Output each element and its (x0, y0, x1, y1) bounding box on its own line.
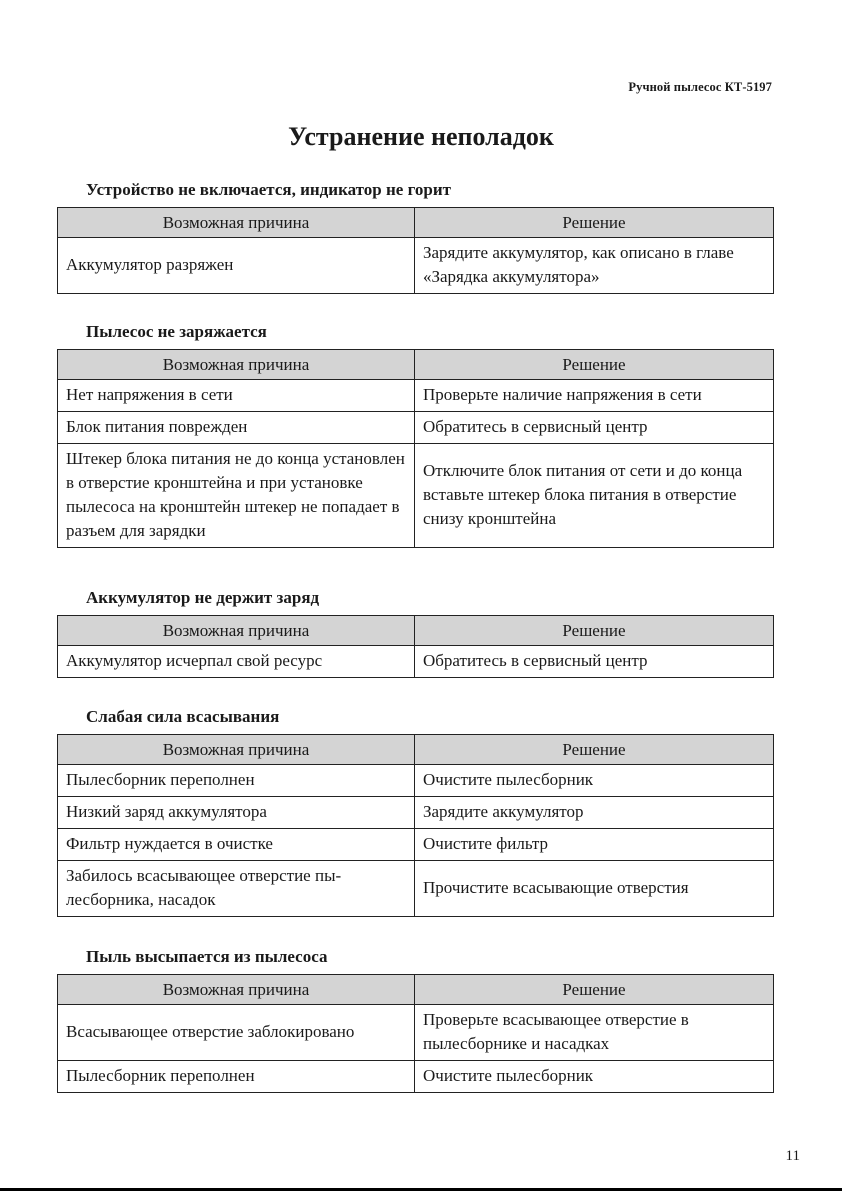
table-row (58, 380, 774, 412)
section-not-turning-on (57, 180, 773, 294)
cause-cell: Всасывающее отверстие заблокировано (58, 1005, 415, 1061)
table-row (58, 444, 774, 548)
cause-cell: Блок питания поврежден (58, 412, 415, 444)
running-head: Ручной пылесос КТ-5197 (628, 80, 772, 94)
table-row (58, 646, 774, 678)
cause-cell: Фильтр нуждается в очистке (58, 829, 415, 861)
table-row (58, 1061, 774, 1093)
cause-cell: Пылесборник переполнен (58, 1061, 415, 1093)
section-title: Аккумулятор не держит заряд (86, 588, 320, 607)
table-row (58, 829, 774, 861)
column-header-cause: Возможная причина (58, 735, 415, 765)
solution-cell: Отключите блок питания от сети и до конца вставьте штекер блока питания в отверстие снизу кронштейна (415, 444, 774, 548)
table-row (58, 412, 774, 444)
column-header-solution: Решение (415, 975, 774, 1005)
cause-cell: Аккумулятор исчерпал свой ресурс (58, 646, 415, 678)
cause-cell: Аккумулятор разряжен (58, 238, 415, 294)
section-battery-not-holding-charge (57, 588, 773, 678)
cause-cell: Пылесборник переполнен (58, 765, 415, 797)
column-header-solution: Решение (415, 208, 774, 238)
column-header-solution: Решение (415, 616, 774, 646)
section-weak-suction (57, 707, 773, 917)
section-title: Пыль высыпается из пылесоса (86, 947, 328, 966)
section-title: Слабая сила всасывания (86, 707, 280, 726)
cause-cell: Низкий заряд аккумулятора (58, 797, 415, 829)
column-header-cause: Возможная причина (58, 350, 415, 380)
solution-cell: Обратитесь в сервисный центр (415, 412, 774, 444)
column-header-cause: Возможная причина (58, 616, 415, 646)
table-header-row (58, 350, 774, 380)
table-header-row (58, 975, 774, 1005)
cause-cell: Забилось всасывающее отверстие пылесборника, насадок (58, 861, 415, 917)
solution-cell: Очистите пылесборник (415, 765, 774, 797)
table-header-row (58, 208, 774, 238)
section-not-charging (57, 322, 773, 548)
column-header-cause: Возможная причина (58, 208, 415, 238)
table-header-row (58, 735, 774, 765)
column-header-cause: Возможная причина (58, 975, 415, 1005)
troubleshooting-table (57, 207, 774, 294)
column-header-solution: Решение (415, 350, 774, 380)
column-header-solution: Решение (415, 735, 774, 765)
troubleshooting-table (57, 615, 774, 678)
section-dust-leaking (57, 947, 773, 1093)
solution-cell: Очистите пылесборник (415, 1061, 774, 1093)
table-row (58, 765, 774, 797)
table-row (58, 238, 774, 294)
solution-cell: Прочистите всасывающие отверстия (415, 861, 774, 917)
cause-cell: Штекер блока питания не до конца установлен в отверстие кронштейна и при установке пылесоса на кронштейн штекер не попадает в разъем для зарядки (58, 444, 415, 548)
solution-cell: Зарядите аккумулятор, как описано в главе «Зарядка аккумулятора» (415, 238, 774, 294)
table-header-row (58, 616, 774, 646)
section-title: Устройство не включается, индикатор не горит (86, 180, 451, 199)
table-row (58, 1005, 774, 1061)
troubleshooting-table (57, 974, 774, 1093)
solution-cell: Очистите фильтр (415, 829, 774, 861)
troubleshooting-table (57, 734, 774, 917)
section-title: Пылесос не заряжается (86, 322, 267, 341)
solution-cell: Обратитесь в сервисный центр (415, 646, 774, 678)
solution-cell: Проверьте всасывающее отверстие в пылесборнике и насадках (415, 1005, 774, 1061)
troubleshooting-table (57, 349, 774, 548)
table-row (58, 861, 774, 917)
solution-cell: Зарядите аккумулятор (415, 797, 774, 829)
solution-cell: Проверьте наличие напряжения в сети (415, 380, 774, 412)
page-number: 11 (785, 1148, 800, 1164)
page-title: Устранение неполадок (288, 122, 554, 151)
table-row (58, 797, 774, 829)
cause-cell: Нет напряжения в сети (58, 380, 415, 412)
